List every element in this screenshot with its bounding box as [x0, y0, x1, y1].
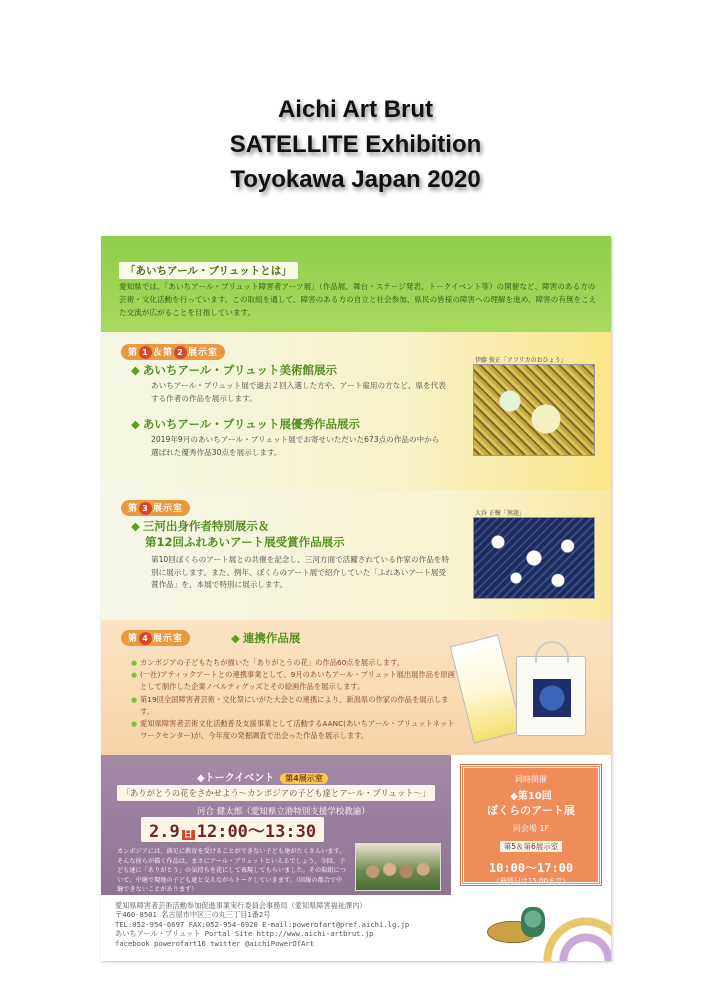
diamond-icon: ◆ — [131, 363, 140, 377]
talk-heading — [197, 769, 328, 784]
exh2-title-text: あいちアール・ブリュット展優秀作品展示 — [142, 417, 360, 431]
footer-line-2: 〒460-8501 名古屋市中区三の丸三丁目1番2号 — [115, 910, 271, 920]
room3-body: 第10回ぼくらのアート展との共催を記念し、三河方面で活躍されている作家の作品を特別に展示します。また、例年、ぼくらのアート展で紹介していた「ふれあいアート展受賞作品」を、本展で特別に展示します。 — [151, 555, 449, 589]
talk-date — [141, 817, 324, 842]
room4-tag-num: 4 — [139, 632, 152, 645]
list-item: ● カンボジアの子どもたちが描いた「ありがとうの花」の作品60点を展示します。 — [131, 657, 461, 669]
room3-tag-prefix: 第 — [128, 504, 139, 514]
side-event-section — [451, 755, 611, 895]
room3-tag — [121, 500, 190, 516]
bag-print — [533, 679, 571, 717]
tote-bag-image — [516, 656, 586, 736]
talk-body: カンボジアには、満足に教育を受けることができない子ども達がたくさんいます。そんな彼らが描く作品は、まさにアール・ブリュットといえるでしょう。今回、子ども達に「ありがとう」の気持ちを花にして表現してもらいました。その取組について、中継で現地の子ども達と交えながらトークしていきます。（回線の都合で中継できないことがあります） — [117, 848, 346, 893]
room4-tag — [121, 630, 190, 646]
side-title-2: ぼくらのアート展 — [487, 804, 575, 817]
room3-title-1 — [131, 518, 269, 534]
talk-room-tag: 第4展示室 — [280, 773, 328, 784]
room12-tag-prefix: 第 — [128, 348, 139, 358]
talk-date-value: 2.9 — [149, 822, 180, 842]
about-body: 愛知県では、「あいちアール・ブリュット障害者アーツ展」（作品展、舞台・ステージ発表、トークイベント等）の開催など、障害のある方の芸術・文化活動を行っています。この取組を通して、障害のある方の自立と社会参加、県民の皆様の障害への理解を進め、障害の有無をこえた交流が広がることを目指しています。 — [119, 282, 597, 317]
artwork-caption-2: 大谷 正樹「無題」 — [475, 510, 525, 517]
exh2-body: 2019年9月のあいちアール・ブリュット展でお寄せいただいた673点の作品の中から選ばれた優秀作品30点を展示します。 — [151, 435, 440, 457]
side-rooms: 第5＆第6展示室 — [500, 841, 563, 852]
talk-section — [101, 755, 451, 895]
room12-tag-num1: 1 — [139, 346, 152, 359]
side-time: 10:00～17:00 — [488, 861, 574, 875]
exh1-body: あいちアール・ブリュット展で過去２回入選した方や、アート雇用の方など、県を代表する作者の作品を展示します。 — [151, 381, 446, 403]
talk-speaker: 河合 健太郎（愛知県立港特別支援学校教諭） — [197, 807, 370, 817]
flyer — [101, 236, 611, 961]
footer-section — [101, 895, 611, 961]
footer-text — [115, 901, 495, 948]
side-note: （最終日は15:00まで） — [492, 877, 570, 885]
footer-line-1: 愛知県障害者芸術活動参加促進事業実行委員会事務局（愛知県障害福祉課内） — [115, 901, 367, 910]
room4-tag-prefix: 第 — [128, 634, 139, 644]
room3-title-1-text: 三河出身作者特別展示＆ — [142, 519, 270, 533]
artwork-image-1 — [473, 364, 595, 456]
side-title-1 — [464, 787, 598, 802]
diamond-icon: ◆ — [510, 791, 518, 802]
list-item: ● 第19回全国障害者芸術・文化祭にいがた大会との連携により、新潟県の作家の作品を展示します。 — [131, 694, 461, 718]
footer-line-5: facebook powerofart16 twitter @aichiPowerOfArt — [115, 938, 315, 948]
exh1-title-text: あいちアール・ブリュット美術館展示 — [142, 363, 337, 377]
talk-time: 12:00～13:30 — [196, 822, 317, 842]
diamond-icon: ◆ — [231, 631, 240, 645]
room4-title-text: 連携作品展 — [242, 631, 301, 645]
diamond-icon: ◆ — [131, 519, 140, 533]
talk-title: 「ありがとうの花をさかせよう～カンボジアの子ども達とアール・ブリュット～」 — [117, 785, 435, 801]
list-item: ● (一社)アティックアートとの連携事業として、9月のあいちアール・ブリュット展出展作品を原画として制作した企業ノベルティグッズとその絵画作品を展示します。 — [131, 669, 461, 693]
artwork-caption-1: 伊藤 俊正「アフリカのおひょう」 — [475, 357, 567, 364]
talk-photo — [355, 843, 441, 891]
title-line-3: Toyokawa Japan 2020 — [230, 166, 481, 193]
footer-line-3: TEL:052-954-6697 FAX:052-954-6920 E-mail:powerofart@pref.aichi.lg.jp — [115, 919, 410, 929]
room4-title — [231, 630, 300, 646]
sculpture-image-2 — [521, 907, 545, 937]
title-line-1: Aichi Art Brut — [277, 96, 434, 123]
diamond-icon: ◆ — [131, 417, 140, 431]
title-line-2: SATELLITE Exhibition — [229, 131, 482, 158]
side-label: 同時開催 — [515, 775, 547, 784]
exh2-title — [131, 416, 360, 432]
room3-title-2: 第12回ふれあいアート展受賞作品展示 — [145, 535, 345, 549]
room4-list — [131, 657, 461, 742]
side-event-box — [461, 765, 601, 885]
side-title-1-text: 第10回 — [517, 791, 552, 802]
about-heading: 「あいちアール・ブリュットとは」 — [119, 262, 298, 279]
header — [0, 92, 711, 197]
talk-heading-text: トークイベント — [204, 773, 275, 784]
room12-tag-num2: 2 — [174, 346, 187, 359]
talk-day: 日 — [183, 830, 193, 840]
list-item: ● 愛知県障害者芸術文化活動普及支援事業として活動するAANC(あいちアール・ブリュットネットワークセンター)が、今年度の発掘調査で出会った作品を展示します。 — [131, 718, 461, 742]
room3-tag-num: 3 — [139, 502, 152, 515]
about-section — [101, 236, 611, 332]
diamond-icon: ◆ — [197, 773, 205, 784]
artwork-image-2 — [473, 517, 595, 599]
footer-line-4: あいちアール・ブリュット Portal Site http://www.aichi-artbrut.jp — [115, 929, 374, 939]
side-venue: 同会場 1F — [512, 824, 550, 833]
room12-tag — [121, 344, 225, 360]
footer-decoration — [481, 903, 611, 961]
room4-tag-suffix: 展示室 — [153, 634, 184, 644]
room12-tag-suffix: 展示室 — [188, 348, 219, 358]
room3-tag-suffix: 展示室 — [153, 504, 184, 514]
exh1-title — [131, 362, 337, 378]
room12-tag-and: ＆第 — [153, 348, 174, 358]
